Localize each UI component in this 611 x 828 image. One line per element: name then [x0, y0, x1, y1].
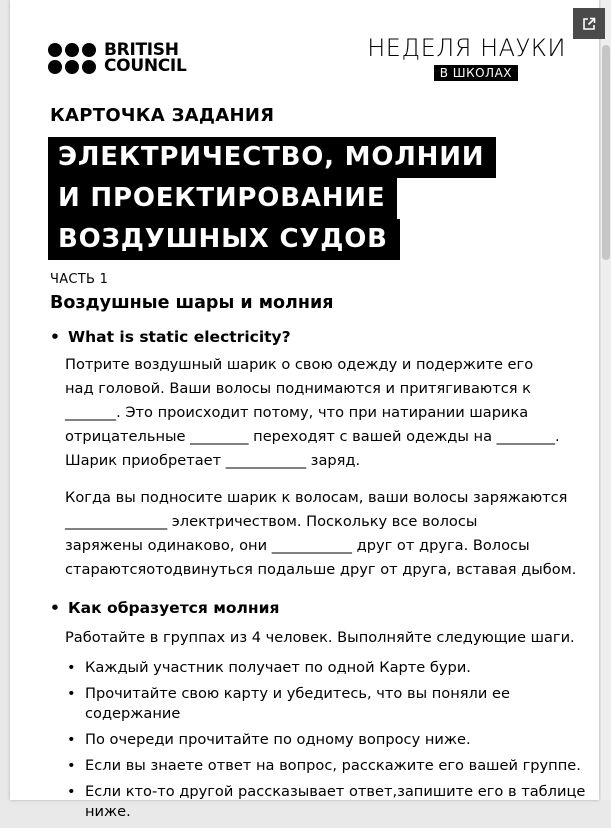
text-line: заряжены одинаково, они ___________ друг от друга. Волосы [65, 537, 530, 554]
list-item: • По очереди прочитайте по одному вопросу ниже. [65, 730, 588, 750]
text-line: Шарик приобретает ___________ заряд. [65, 452, 361, 469]
card-label: КАРТОЧКА ЗАДАНИЯ [50, 105, 275, 126]
text-line: _______. Это происходит потому, что при натирании шарика [65, 404, 529, 421]
list-item: • Если кто-то другой рассказывает ответ,запишите его в таблице ниже. [65, 782, 588, 822]
british-council-logo [48, 42, 187, 74]
external-link-icon [582, 17, 596, 31]
title-line: И ПРОЕКТИРОВАНИЕ [48, 178, 397, 219]
text-line: отрицательные ________ переходят с вашей одежды на ________. [65, 428, 560, 445]
science-week-subtitle: В ШКОЛАХ [434, 65, 518, 81]
text-line: ______________ электричеством. Поскольку все волосы [65, 513, 478, 530]
open-external-button[interactable] [573, 8, 605, 39]
paragraph [48, 486, 588, 582]
section-heading: Воздушные шары и молния [50, 293, 334, 313]
scrollbar-thumb[interactable] [602, 45, 610, 260]
text-line: Потрите воздушный шарик о свою одежду и подержите его [65, 356, 534, 373]
list-item: • Если вы знаете ответ на вопрос, расскажите его вашей группе. [65, 756, 588, 776]
document-page [10, 0, 599, 820]
title-line: ЭЛЕКТРИЧЕСТВО, МОЛНИИ [48, 137, 496, 178]
bullet-heading: • Как образуется молния [48, 596, 588, 620]
steps-list [48, 658, 588, 822]
science-week-title: НЕДЕЛЯ НАУКИ [367, 34, 566, 62]
list-item: • Каждый участник получает по одной Карте бури. [65, 658, 588, 678]
main-content [48, 325, 588, 828]
text-line: над головой. Ваши волосы поднимаются и притягиваются к [65, 380, 531, 397]
part-label: ЧАСТЬ 1 [50, 272, 109, 287]
scrollbar[interactable] [601, 0, 611, 800]
paragraph: Работайте в группах из 4 человек. Выполняйте следующие шаги. [65, 629, 575, 646]
title-line: ВОЗДУШНЫХ СУДОВ [48, 219, 400, 260]
bullet-heading: • What is static electricity? [48, 325, 588, 349]
logo-text-line2: COUNCIL [104, 56, 187, 76]
list-item: • Прочитайте свою карту и убедитесь, что вы поняли ее содержание [65, 684, 588, 724]
logo-text-line1: BRITISH [104, 40, 179, 60]
paragraph [48, 353, 588, 473]
page-title [48, 137, 496, 260]
text-line: Когда вы подносите шарик к волосам, ваши волосы заряжаются [65, 489, 568, 506]
text-line: стараютсяотодвинуться подальше друг от друга, вставая дыбом. [65, 561, 577, 578]
logo-dots-icon [48, 43, 96, 74]
science-week-logo [354, 34, 566, 81]
